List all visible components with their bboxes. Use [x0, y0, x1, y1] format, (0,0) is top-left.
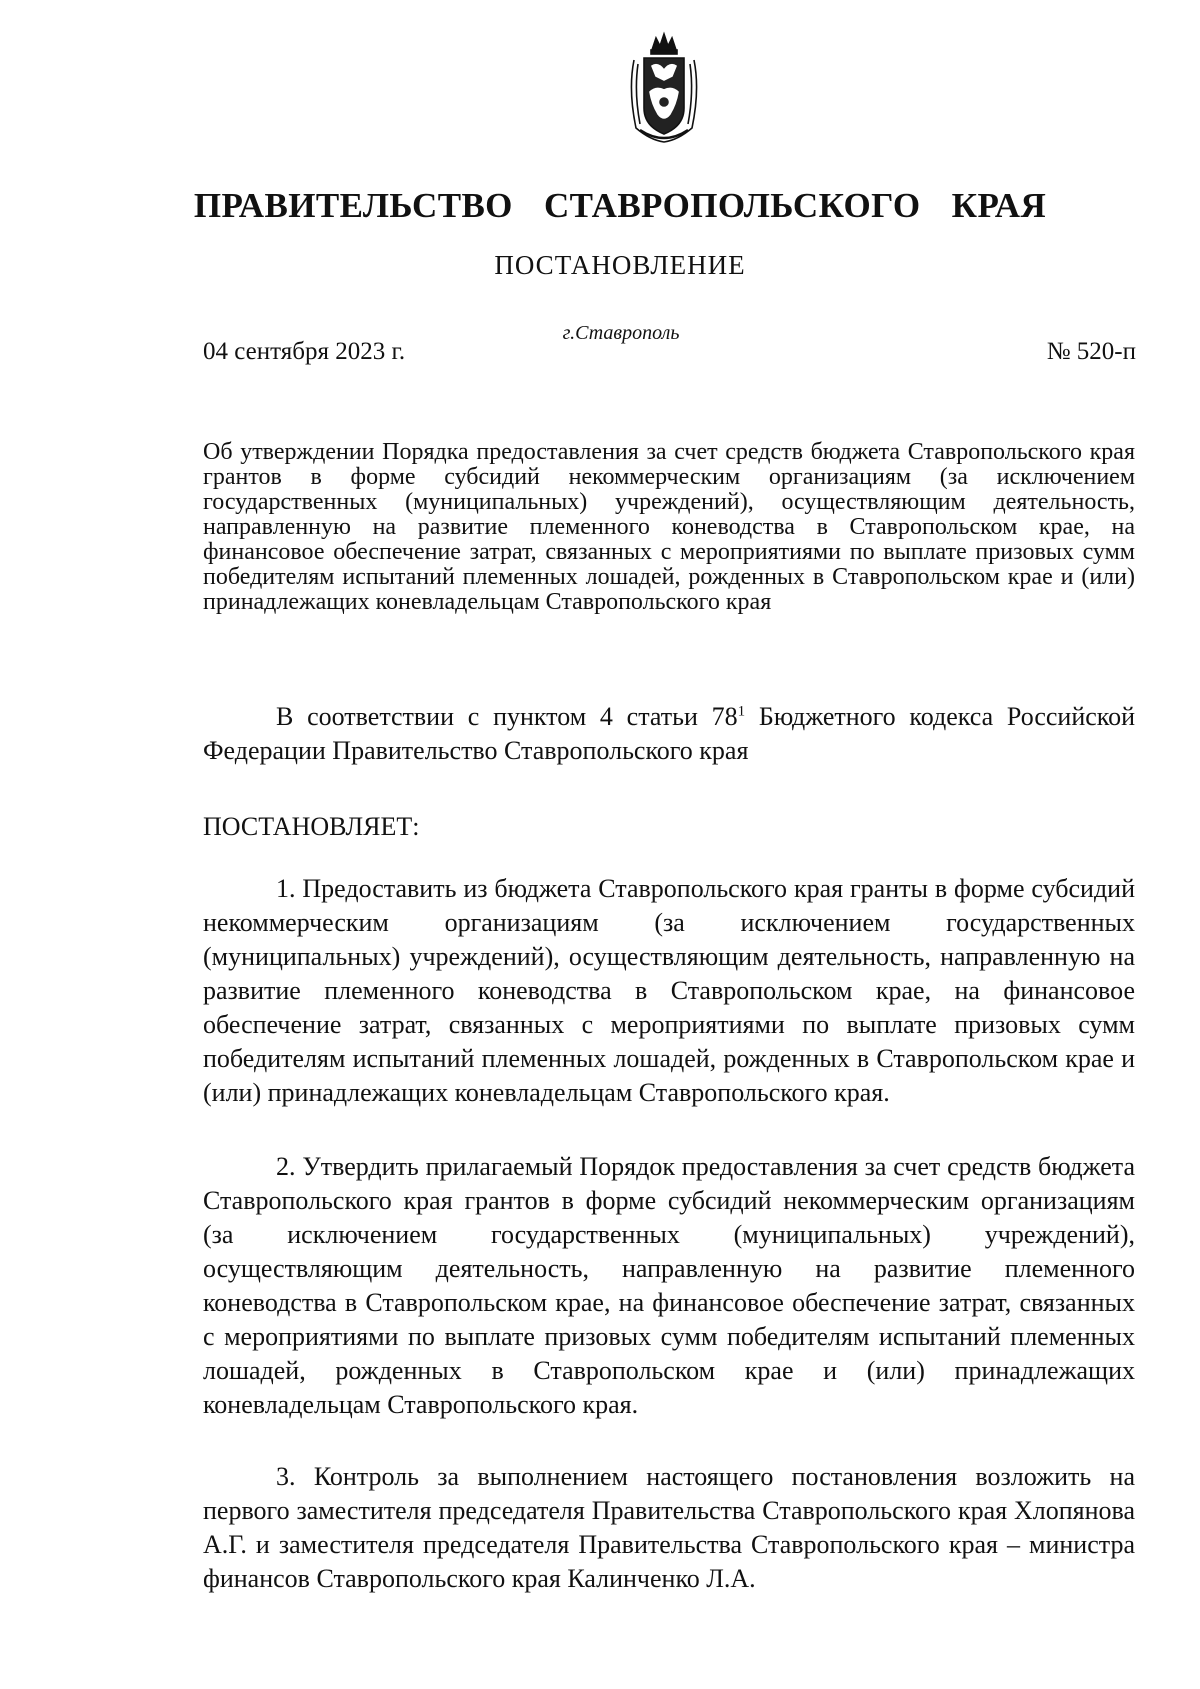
- point-2: 2. Утвердить прилагаемый Порядок предоставления за счет средств бюджета Ставропольского края грантов в форме субсидий некоммерческим организациям (за исключением государственных (муниципальных) учреждений), осуществляющим деятельность, направленную на развитие племенного коневодства в Ставропольском крае, на финансовое обеспечение затрат, связанных с мероприятиями по выплате призовых сумм победителям испытаний племенных лошадей, рожденных в Ставропольском крае и (или) принадлежащих коневладельцам Ставропольского края.: [203, 1152, 1135, 1419]
- intro-paragraph: [203, 700, 1135, 768]
- intro-text-after: Бюджетного кодекса Российской Федерации Правительство Ставропольского края: [203, 702, 1136, 765]
- document-date: 04 сентября 2023 г.: [203, 338, 406, 365]
- city: г.Ставрополь: [562, 322, 680, 344]
- document-type: ПОСТАНОВЛЕНИЕ: [494, 250, 746, 280]
- point-3: 3. Контроль за выполнением настоящего постановления возложить на первого заместителя председателя Правительства Ставропольского края Хлопянова А.Г. и заместителя председателя Правительства Ставропольского края – министра финансов Ставропольского края Калинченко Л.А.: [203, 1462, 1135, 1593]
- intro-superscript: 1: [737, 703, 746, 720]
- decree-word: ПОСТАНОВЛЯЕТ:: [203, 812, 420, 841]
- document-subject: Об утверждении Порядка предоставления за счет средств бюджета Ставропольского края грантов в форме субсидий некоммерческим организациям (за исключением государственных (муниципальных) учреждений), осуществляющим деятельность, направленную на развитие племенного коневодства в Ставропольском крае, на финансовое обеспечение затрат, связанных с мероприятиями по выплате призовых сумм победителям испытаний племенных лошадей, рожденных в Ставропольском крае и (или) принадлежащих коневладельцам Ставропольского края: [203, 439, 1135, 615]
- government-title: ПРАВИТЕЛЬСТВО СТАВРОПОЛЬСКОГО КРАЯ: [193, 186, 1047, 225]
- intro-text-before: В соответствии с пунктом 4 статьи 78: [276, 702, 738, 731]
- coat-of-arms-icon: [622, 30, 706, 146]
- point-1: 1. Предоставить из бюджета Ставропольского края гранты в форме субсидий некоммерческим организациям (за исключением государственных (муниципальных) учреждений), осуществляющим деятельность, направленную на развитие племенного коневодства в Ставропольском крае, на финансовое обеспечение затрат, связанных с мероприятиями по выплате призовых сумм победителям испытаний племенных лошадей, рожденных в Ставропольском крае и (или) принадлежащих коневладельцам Ставропольского края.: [203, 874, 1135, 1107]
- document-number: № 520-п: [1046, 338, 1136, 365]
